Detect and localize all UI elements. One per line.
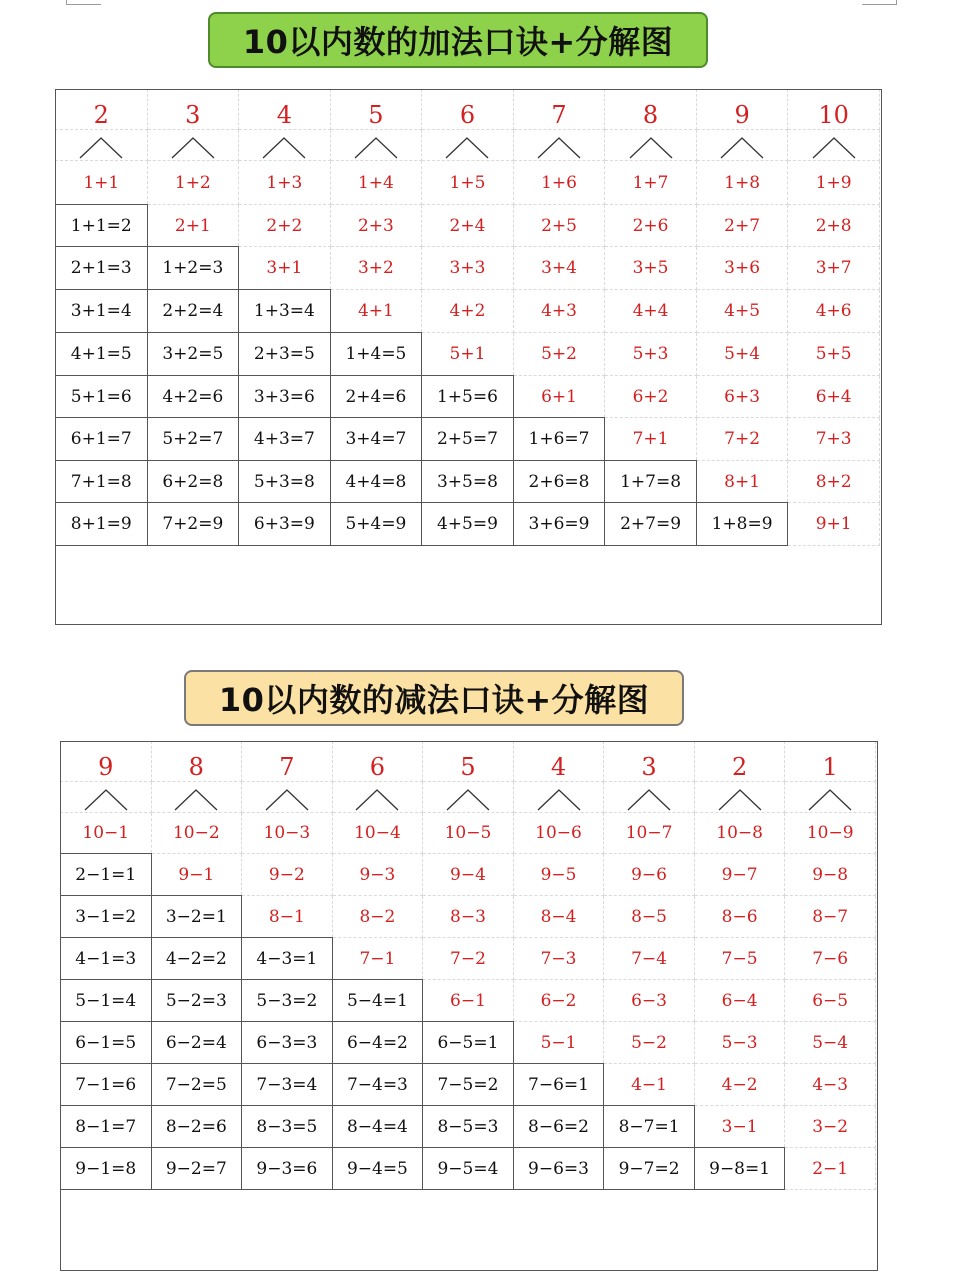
corner-mark-left [66,0,101,5]
subtraction-pair: 9−4 [423,854,514,896]
subtraction-pair: 7−5 [694,938,785,980]
addition-number: 5 [330,90,422,130]
subtraction-pair: 8−5 [604,896,695,938]
addition-equation: 2+5=7 [422,418,514,461]
addition-number: 2 [56,90,148,130]
subtraction-row [61,938,876,980]
subtraction-pair: 8−7 [785,896,876,938]
split-caret-icon [694,782,785,813]
addition-equation: 2+2=4 [147,290,239,333]
subtraction-equation: 8−6=2 [513,1106,604,1148]
split-caret-icon [513,782,604,813]
subtraction-pair: 6−1 [423,980,514,1022]
addition-equation: 3+3=6 [239,376,331,418]
addition-row [56,418,880,461]
addition-row [56,376,880,418]
subtraction-equation: 4−1=3 [61,938,152,980]
addition-equation: 3+2=5 [147,333,239,376]
subtraction-equation: 6−4=2 [332,1022,423,1064]
subtraction-pair: 8−6 [694,896,785,938]
subtraction-pair: 9−7 [694,854,785,896]
subtraction-pair: 8−1 [242,896,333,938]
subtraction-number: 5 [423,742,514,782]
addition-pair: 4+3 [513,290,605,333]
addition-pair: 3+5 [605,247,697,290]
subtraction-equation: 7−2=5 [151,1064,242,1106]
subtraction-equation: 8−2=6 [151,1106,242,1148]
split-caret-icon [147,130,239,161]
addition-equation: 3+5=8 [422,461,514,503]
addition-pair: 7+2 [696,418,788,461]
addition-pair: 4+5 [696,290,788,333]
subtraction-equation: 8−3=5 [242,1106,333,1148]
subtraction-pair: 10−4 [332,813,423,854]
subtraction-pair: 10−1 [61,813,152,854]
addition-equation: 2+3=5 [239,333,331,376]
subtraction-pair: 9−1 [151,854,242,896]
addition-pair: 3+3 [422,247,514,290]
addition-number: 4 [239,90,331,130]
subtraction-pair: 5−1 [513,1022,604,1064]
subtraction-pair: 4−1 [604,1064,695,1106]
addition-equation: 5+2=7 [147,418,239,461]
subtraction-pair: 10−3 [242,813,333,854]
subtraction-equation: 3−2=1 [151,896,242,938]
corner-mark-right [862,0,897,5]
addition-equation: 6+1=7 [56,418,148,461]
addition-pair: 6+1 [513,376,605,418]
subtraction-equation: 5−1=4 [61,980,152,1022]
subtraction-pair: 7−3 [513,938,604,980]
subtraction-equation: 9−7=2 [604,1148,695,1190]
subtraction-pair: 7−2 [423,938,514,980]
subtraction-equation: 5−2=3 [151,980,242,1022]
addition-equation: 1+3=4 [239,290,331,333]
addition-pair: 5+5 [788,333,880,376]
addition-pair: 6+2 [605,376,697,418]
addition-equation: 7+2=9 [147,503,239,546]
subtraction-pair: 7−6 [785,938,876,980]
addition-pair: 5+4 [696,333,788,376]
split-caret-icon [330,130,422,161]
subtraction-pair: 8−2 [332,896,423,938]
addition-row [56,247,880,290]
subtraction-row [61,1106,876,1148]
addition-equation: 5+1=6 [56,376,148,418]
addition-pair: 7+3 [788,418,880,461]
addition-equation: 1+8=9 [696,503,788,546]
addition-pair: 8+2 [788,461,880,503]
addition-equation: 4+2=6 [147,376,239,418]
subtraction-pair: 4−2 [694,1064,785,1106]
subtraction-equation: 7−6=1 [513,1064,604,1106]
addition-pair: 1+9 [788,161,880,205]
addition-equation: 2+1=3 [56,247,148,290]
subtraction-equation: 9−5=4 [423,1148,514,1190]
addition-pair: 1+4 [330,161,422,205]
subtraction-equation: 6−2=4 [151,1022,242,1064]
addition-pair: 4+4 [605,290,697,333]
subtraction-number: 1 [785,742,876,782]
subtraction-pair: 10−2 [151,813,242,854]
subtraction-equation: 9−1=8 [61,1148,152,1190]
subtraction-equation: 7−1=6 [61,1064,152,1106]
subtraction-equation: 8−7=1 [604,1106,695,1148]
subtraction-equation: 6−5=1 [423,1022,514,1064]
addition-pair: 3+7 [788,247,880,290]
addition-equation: 2+7=9 [605,503,697,546]
addition-row [56,161,880,205]
subtraction-pair: 8−4 [513,896,604,938]
subtraction-pair: 9−3 [332,854,423,896]
addition-row [56,90,880,130]
addition-equation: 3+6=9 [513,503,605,546]
addition-title: 10以内数的加法口诀+分解图 [208,12,708,68]
subtraction-pair: 5−3 [694,1022,785,1064]
addition-equation: 4+5=9 [422,503,514,546]
split-caret-icon [242,782,333,813]
addition-pair: 1+8 [696,161,788,205]
addition-equation: 5+4=9 [330,503,422,546]
addition-pair: 4+2 [422,290,514,333]
addition-equation: 6+2=8 [147,461,239,503]
addition-equation: 3+1=4 [56,290,148,333]
addition-equation: 1+1=2 [56,205,148,247]
subtraction-row [61,782,876,813]
subtraction-number: 9 [61,742,152,782]
split-caret-icon [513,130,605,161]
subtraction-table [60,741,876,1190]
addition-pair: 2+4 [422,205,514,247]
addition-equation: 1+2=3 [147,247,239,290]
subtraction-equation: 7−4=3 [332,1064,423,1106]
subtraction-pair: 10−8 [694,813,785,854]
subtraction-pair: 10−6 [513,813,604,854]
addition-pair: 9+1 [788,503,880,546]
addition-equation: 8+1=9 [56,503,148,546]
split-caret-icon [56,130,148,161]
subtraction-equation: 5−4=1 [332,980,423,1022]
subtraction-equation: 7−5=2 [423,1064,514,1106]
addition-equation: 2+6=8 [513,461,605,503]
addition-pair: 1+1 [56,161,148,205]
addition-number: 7 [513,90,605,130]
subtraction-equation: 9−2=7 [151,1148,242,1190]
addition-pair: 3+1 [239,247,331,290]
subtraction-row [61,1064,876,1106]
subtraction-equation: 2−1=1 [61,854,152,896]
subtraction-number: 3 [604,742,695,782]
subtraction-number: 2 [694,742,785,782]
addition-pair: 5+1 [422,333,514,376]
split-caret-icon [422,130,514,161]
addition-row [56,130,880,161]
addition-pair: 5+2 [513,333,605,376]
subtraction-row [61,1148,876,1190]
subtraction-equation: 8−5=3 [423,1106,514,1148]
subtraction-pair: 10−7 [604,813,695,854]
addition-equation: 4+3=7 [239,418,331,461]
addition-pair: 2+5 [513,205,605,247]
subtraction-pair: 6−4 [694,980,785,1022]
subtraction-equation: 9−3=6 [242,1148,333,1190]
subtraction-equation: 3−1=2 [61,896,152,938]
addition-number: 9 [696,90,788,130]
addition-pair: 2+1 [147,205,239,247]
subtraction-row [61,1022,876,1064]
split-caret-icon [696,130,788,161]
addition-row [56,333,880,376]
addition-pair: 6+4 [788,376,880,418]
split-caret-icon [604,782,695,813]
subtraction-equation: 5−3=2 [242,980,333,1022]
subtraction-equation: 9−4=5 [332,1148,423,1190]
subtraction-pair: 7−4 [604,938,695,980]
subtraction-pair: 6−5 [785,980,876,1022]
addition-pair: 2+6 [605,205,697,247]
addition-row [56,205,880,247]
split-caret-icon [239,130,331,161]
subtraction-equation: 6−3=3 [242,1022,333,1064]
addition-pair: 2+2 [239,205,331,247]
addition-equation: 3+4=7 [330,418,422,461]
subtraction-equation: 8−4=4 [332,1106,423,1148]
addition-equation: 2+4=6 [330,376,422,418]
split-caret-icon [61,782,152,813]
addition-pair: 3+4 [513,247,605,290]
subtraction-pair: 3−2 [785,1106,876,1148]
addition-table [55,89,880,546]
addition-pair: 7+1 [605,418,697,461]
addition-pair: 1+7 [605,161,697,205]
addition-equation: 4+1=5 [56,333,148,376]
subtraction-row [61,896,876,938]
addition-equation: 1+5=6 [422,376,514,418]
addition-equation: 1+7=8 [605,461,697,503]
addition-pair: 1+2 [147,161,239,205]
addition-pair: 6+3 [696,376,788,418]
addition-equation: 1+4=5 [330,333,422,376]
split-caret-icon [332,782,423,813]
addition-pair: 3+6 [696,247,788,290]
addition-pair: 1+5 [422,161,514,205]
subtraction-equation: 9−6=3 [513,1148,604,1190]
addition-pair: 2+8 [788,205,880,247]
addition-equation: 5+3=8 [239,461,331,503]
subtraction-pair: 9−8 [785,854,876,896]
subtraction-number: 6 [332,742,423,782]
addition-number: 3 [147,90,239,130]
split-caret-icon [788,130,880,161]
subtraction-equation: 6−1=5 [61,1022,152,1064]
subtraction-pair: 6−2 [513,980,604,1022]
addition-pair: 3+2 [330,247,422,290]
addition-pair: 2+7 [696,205,788,247]
subtraction-pair: 4−3 [785,1064,876,1106]
subtraction-pair: 2−1 [785,1148,876,1190]
addition-equation: 7+1=8 [56,461,148,503]
subtraction-row [61,813,876,854]
subtraction-number: 4 [513,742,604,782]
subtraction-equation: 4−3=1 [242,938,333,980]
addition-number: 8 [605,90,697,130]
subtraction-pair: 10−5 [423,813,514,854]
subtraction-number: 7 [242,742,333,782]
subtraction-title: 10以内数的减法口诀+分解图 [184,670,684,726]
addition-number: 6 [422,90,514,130]
subtraction-pair: 3−1 [694,1106,785,1148]
subtraction-equation: 7−3=4 [242,1064,333,1106]
subtraction-equation: 4−2=2 [151,938,242,980]
subtraction-row [61,980,876,1022]
addition-pair: 1+3 [239,161,331,205]
subtraction-pair: 6−3 [604,980,695,1022]
addition-row [56,503,880,546]
addition-number: 10 [788,90,880,130]
split-caret-icon [605,130,697,161]
subtraction-row [61,742,876,782]
subtraction-pair: 9−6 [604,854,695,896]
addition-equation: 1+6=7 [513,418,605,461]
subtraction-pair: 10−9 [785,813,876,854]
subtraction-row [61,854,876,896]
split-caret-icon [785,782,876,813]
subtraction-pair: 5−4 [785,1022,876,1064]
subtraction-pair: 8−3 [423,896,514,938]
subtraction-pair: 9−2 [242,854,333,896]
addition-row [56,290,880,333]
addition-pair: 4+1 [330,290,422,333]
subtraction-number: 8 [151,742,242,782]
addition-pair: 4+6 [788,290,880,333]
addition-equation: 4+4=8 [330,461,422,503]
subtraction-pair: 9−5 [513,854,604,896]
subtraction-equation: 8−1=7 [61,1106,152,1148]
split-caret-icon [423,782,514,813]
addition-pair: 1+6 [513,161,605,205]
addition-pair: 8+1 [696,461,788,503]
addition-pair: 5+3 [605,333,697,376]
addition-pair: 2+3 [330,205,422,247]
subtraction-pair: 5−2 [604,1022,695,1064]
subtraction-pair: 7−1 [332,938,423,980]
split-caret-icon [151,782,242,813]
addition-equation: 6+3=9 [239,503,331,546]
subtraction-equation: 9−8=1 [694,1148,785,1190]
addition-row [56,461,880,503]
